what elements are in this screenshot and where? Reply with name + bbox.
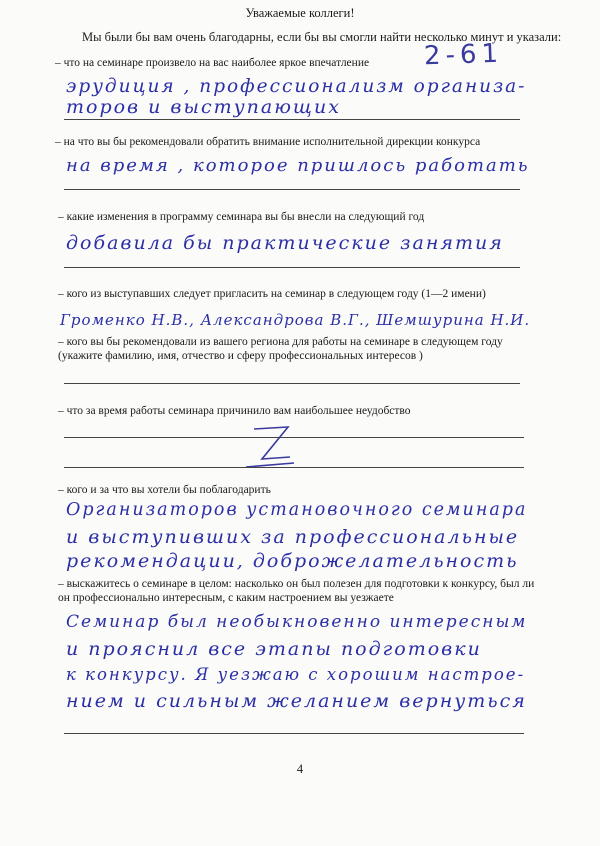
- answer-1-line-2: торов и выступающих: [66, 96, 341, 118]
- rule: [64, 119, 520, 120]
- question-7: – кого и за что вы хотели бы поблагодарить: [58, 484, 271, 496]
- answer-8-line-1: Семинар был необыкновенно интересным: [66, 612, 528, 632]
- question-2: – на что вы бы рекомендовали обратить внимание исполнительной дирекции конкурса: [55, 136, 481, 148]
- answer-8-line-4: нием и сильным желанием вернуться: [66, 690, 527, 712]
- rule: [64, 467, 524, 468]
- handwritten-dash-mark: [240, 423, 300, 478]
- question-8: – выскажитесь о семинаре в целом: насколько он был полезен для подготовки к конкурсу, был ли он профессионально интересным, с каким настроением вы уезжаете: [58, 578, 535, 604]
- answer-7-line-1: Организаторов установочного семинара: [66, 500, 528, 520]
- answer-8-line-3: к конкурсу. Я уезжаю с хорошим настрое-: [66, 665, 526, 684]
- answer-7-line-2: и выступивших за профессиональные: [66, 526, 520, 548]
- rule: [64, 383, 520, 384]
- handwritten-code: 2-61: [423, 38, 504, 72]
- answer-2-line-1: на время , которое пришлось работать: [66, 155, 530, 176]
- rule: [64, 189, 520, 190]
- intro-text: Мы были бы вам очень благодарны, если бы вы смогли найти несколько минут и указали:: [82, 30, 562, 44]
- question-6: – что за время работы семинара причинило вам наибольшее неудобство: [58, 405, 411, 417]
- question-3: – какие изменения в программу семинара вы бы внесли на следующий год: [58, 211, 425, 223]
- answer-3-line-1: добавила бы практические занятия: [66, 232, 504, 254]
- rule: [64, 267, 520, 268]
- answer-4-line-1: Громенко Н.В., Александрова В.Г., Шемшурина Н.И.: [60, 311, 531, 329]
- question-5: – кого вы бы рекомендовали из вашего региона для работы на семинаре в следующем году (укажите фамилию, имя, отчество и сферу профессиональных интересов ): [58, 336, 503, 362]
- answer-1-line-1: эрудиция , профессионализм организа-: [66, 76, 527, 97]
- page-title: Уважаемые коллеги!: [245, 6, 355, 20]
- page-number: 4: [296, 762, 304, 776]
- question-4: – кого из выступавших следует пригласить на семинар в следующем году (1—2 имени): [58, 288, 486, 300]
- rule: [64, 733, 524, 734]
- answer-8-line-2: и прояснил все этапы подготовки: [66, 638, 482, 660]
- answer-7-line-3: рекомендации, доброжелательность: [66, 550, 519, 572]
- question-1: – что на семинаре произвело на вас наиболее яркое впечатление: [55, 57, 370, 69]
